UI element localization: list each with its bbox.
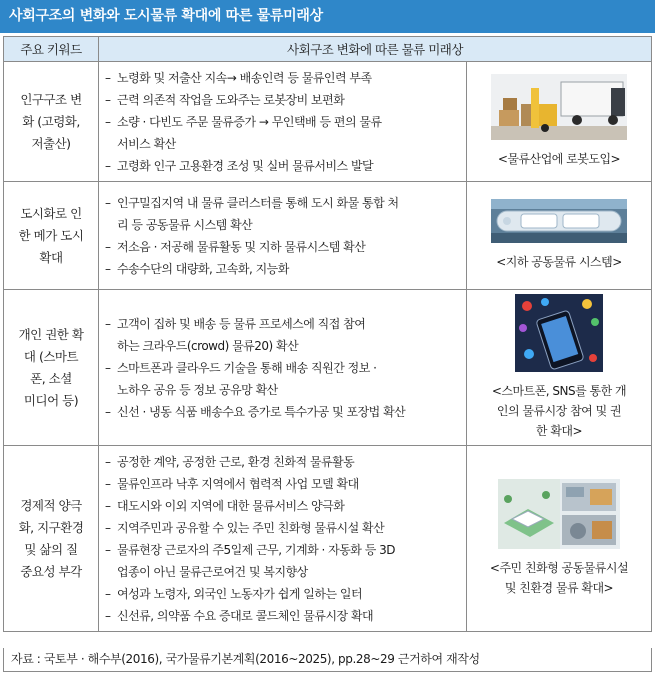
image-caption: <물류산업에 로봇도입> xyxy=(497,152,621,166)
keyword-line: 저출산) xyxy=(31,135,71,151)
warehouse-robot-image xyxy=(491,74,627,140)
header-vision: 사회구조 변화에 따른 물류 미래상 xyxy=(99,37,652,62)
keyword-line: 한 메가 도시 xyxy=(18,227,84,243)
list-item: – 노령화 및 저출산 지속→ 배송인력 등 물류인력 부족 xyxy=(105,67,462,89)
smartphone-sns-image xyxy=(515,294,603,372)
list-item: – 대도시와 이외 지역에 대한 물류서비스 양극화 xyxy=(105,495,462,517)
keyword-line: 폰, 소셜 xyxy=(30,370,72,386)
keyword-cell xyxy=(4,290,99,446)
table-row xyxy=(4,446,652,632)
header-keyword: 주요 키워드 xyxy=(4,37,99,62)
vision-cell xyxy=(99,62,467,182)
keyword-line: 도시화로 인 xyxy=(20,205,82,221)
list-item: – 소량 · 다빈도 주문 물류증가 → 무인택배 등 편의 물류 서비스 확산 xyxy=(105,111,462,155)
list-item: – 수송수단의 대량화, 고속화, 지능화 xyxy=(105,258,462,280)
image-cell xyxy=(466,62,651,182)
vision-table xyxy=(3,36,652,632)
keyword-line: 및 삶의 질 xyxy=(24,541,78,557)
underground-capsule-image xyxy=(491,199,627,243)
vision-cell xyxy=(99,182,467,290)
keyword-line: 인구구조 변 xyxy=(20,91,82,107)
keyword-line: 대 (스마트 xyxy=(23,348,79,364)
list-item: – 물류현장 근로자의 주5일제 근무, 기계화 · 자동화 등 3D 업종이 아닌 물류근로여건 및 복지향상 xyxy=(105,539,462,583)
keyword-line: 개인 권한 확 xyxy=(18,326,84,342)
list-item: – 신선류, 의약품 수요 증대로 콜드체인 물류시장 확대 xyxy=(105,605,462,627)
keyword-cell xyxy=(4,446,99,632)
list-item: – 근력 의존적 작업을 도와주는 로봇장비 보편화 xyxy=(105,89,462,111)
image-caption: <주민 친화형 공동물류시설 및 친환경 물류 확대> xyxy=(489,561,629,595)
keyword-line: 확대 xyxy=(39,249,63,265)
keyword-cell xyxy=(4,62,99,182)
page-title: 사회구조의 변화와 도시물류 확대에 따른 물류미래상 xyxy=(0,0,655,33)
keyword-cell xyxy=(4,182,99,290)
list-item: – 고객이 집하 및 배송 등 물류 프로세스에 직접 참여 하는 크라우드(crowd) 물류20) 확산 xyxy=(105,313,462,357)
image-caption: <스마트폰, SNS를 통한 개 인의 물류시장 참여 및 권 한 확대> xyxy=(491,384,627,438)
table-row xyxy=(4,62,652,182)
list-item: – 공정한 계약, 공정한 근로, 환경 친화적 물류활동 xyxy=(105,451,462,473)
list-item: – 저소음 · 저공해 물류활동 및 지하 물류시스템 확산 xyxy=(105,236,462,258)
image-caption: <지하 공동물류 시스템> xyxy=(496,255,622,269)
vision-cell xyxy=(99,446,467,632)
list-item: – 지역주민과 공유할 수 있는 주민 친화형 물류시설 확산 xyxy=(105,517,462,539)
source-note: 자료 : 국토부 · 해수부(2016), 국가물류기본계획(2016~2025), pp.28~29 근거하여 재작성 xyxy=(3,648,652,672)
list-item: – 스마트폰과 클라우드 기술을 통해 배송 직원간 정보 · 노하우 공유 등 정보 공유망 확산 xyxy=(105,357,462,401)
keyword-line: 화 (고령화, xyxy=(22,113,80,129)
list-item: – 인구밀집지역 내 물류 클러스터를 통해 도시 화물 통합 처 리 등 공동물류 시스템 확산 xyxy=(105,192,462,236)
keyword-line: 화, 지구환경 xyxy=(18,519,84,535)
table-row xyxy=(4,290,652,446)
keyword-line: 중요성 부각 xyxy=(20,563,82,579)
vision-cell xyxy=(99,290,467,446)
list-item: – 물류인프라 낙후 지역에서 협력적 사업 모델 확대 xyxy=(105,473,462,495)
keyword-line: 미디어 등) xyxy=(23,392,79,408)
table-row xyxy=(4,182,652,290)
image-cell xyxy=(466,290,651,446)
keyword-line: 경제적 양극 xyxy=(20,497,82,513)
eco-logistics-facility-image xyxy=(498,479,620,549)
list-item: – 신선 · 냉동 식품 배송수요 증가로 특수가공 및 포장법 확산 xyxy=(105,401,462,423)
image-cell xyxy=(466,446,651,632)
image-cell xyxy=(466,182,651,290)
list-item: – 여성과 노령자, 외국인 노동자가 쉽게 일하는 일터 xyxy=(105,583,462,605)
header-row xyxy=(4,37,652,62)
list-item: – 고령화 인구 고용환경 조성 및 실버 물류서비스 발달 xyxy=(105,155,462,177)
